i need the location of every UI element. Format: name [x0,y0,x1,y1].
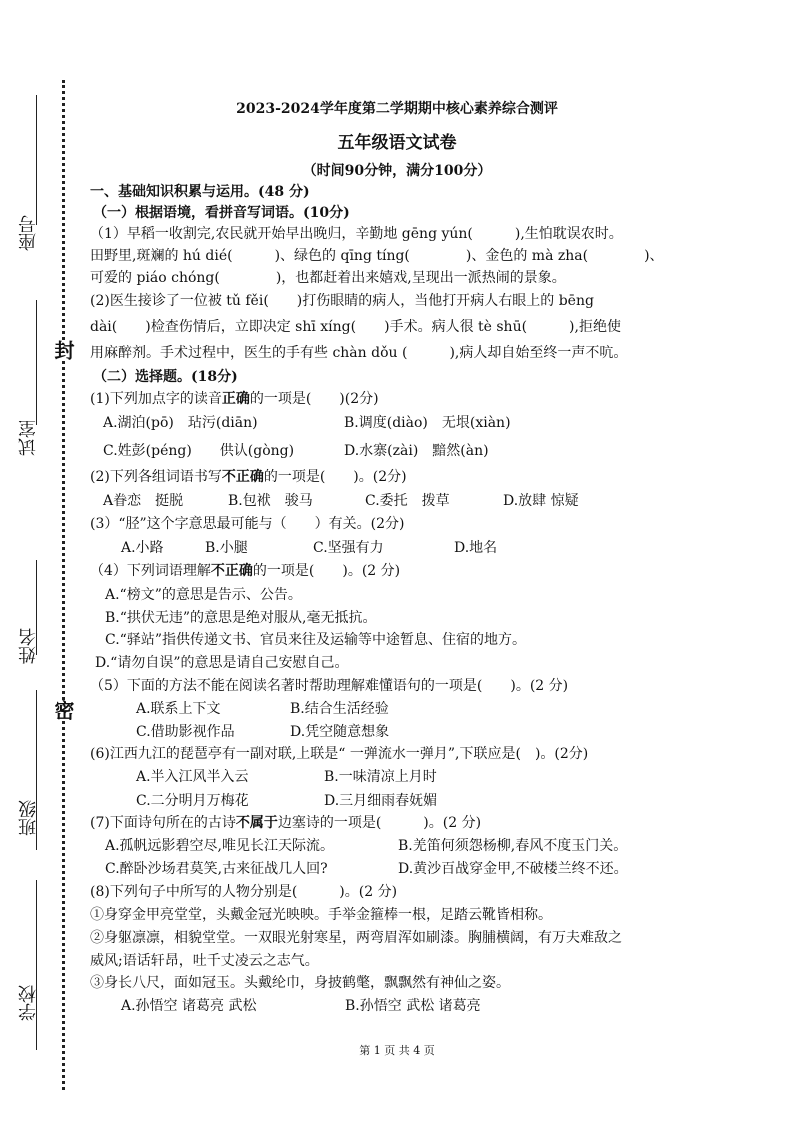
binding-char-feng: 封 [51,340,75,360]
question-4-option-b: B.“拱伏无违”的意思是绝对服从,毫无抵抗。 [105,610,377,626]
part1-title: （一）根据语境，看拼音写词语。(10分) [93,205,350,221]
question-7-option-c: C.醉卧沙场君莫笑,古来征战几人回? [105,861,328,877]
question-1-option-c: C.姓彭(péng) 供认(gòng) [103,443,295,459]
question-3-option-b: B.小腿 [205,540,248,556]
stem-text: 边塞诗的一项是( )。(2 分) [277,815,482,831]
question-8-option-a: A.孙悟空 诸葛亮 武松 [121,998,257,1014]
exam-subtitle: 五年级语文试卷 [337,133,457,153]
question-8-passage: ③身长八尺，面如冠玉。头戴纶巾，身披鹤氅，飘飘然有神仙之姿。 [90,975,510,991]
binding-dotted-line [62,80,65,1090]
question-4-option-d: D.“请勿自误”的意思是请自己安慰自己。 [95,655,349,671]
question-4-option-a: A.“榜文”的意思是告示、公告。 [105,587,302,603]
stem-text: （4）下列词语理解 [90,563,211,579]
question-2-option-a: A眷恋 挺脱 [103,493,184,509]
stem-text: 的一项是( )(2分) [249,391,379,407]
question-8-passage: 威风;语话轩昂，吐千丈凌云之志气。 [90,953,319,969]
exam-meta: （时间90分钟，满分100分） [302,163,492,179]
pinyin-line: 用麻醉剂。手术过程中，医生的手有些 chàn dǒu ( ),病人却自始至终一声不吭。 [90,345,628,361]
question-5-option-a: A.联系上下文 [136,701,221,717]
question-8-passage: ②身躯凛凛，相貌堂堂。一双眼光射寒星，两弯眉浑如刷漆。胸脯横阔，有万夫难敌之 [90,930,622,946]
question-6-option-a: A.半入江风半入云 [136,769,249,785]
pinyin-line: 田野里,斑斓的 hú dié( )、绿色的 qīng tíng( )、金色的 mà zha( )、 [90,248,664,264]
exam-title: 2023-2024学年度第二学期期中核心素养综合测评 [236,101,558,117]
question-7-stem [90,813,481,833]
question-3-stem: (3）“胫”这个字意思最可能与（ ）有关。(2分) [90,516,405,532]
question-3-option-c: C.坚强有力 [313,540,384,556]
stem-text: (7)下面诗句所在的古诗 [90,815,236,831]
seat-field-label: 座号 [18,215,39,251]
stem-emphasis: 不属于 [235,815,278,831]
question-6-option-b: B.一味清凉上月时 [324,769,437,785]
name-field-label: 姓名 [18,628,39,664]
question-8-passage: ①身穿金甲亮堂堂，头戴金冠光映映。手举金箍棒一根，足踏云靴皆相称。 [90,907,552,923]
question-2-option-d: D.放肆 惊疑 [503,493,579,509]
stem-text: (2)下列各组词语书写 [90,469,222,485]
section-title: 一、基础知识积累与运用。(48 分) [90,184,310,200]
pinyin-line: 可爱的 piáo chóng( )，也都赶着出来嬉戏,呈现出一派热闹的景象。 [90,270,566,286]
question-2-option-b: B.包袱 骏马 [228,493,313,509]
question-1-option-b: B.调度(diào) 无垠(xiàn) [344,415,511,431]
stem-text: 的一项是( )。(2分) [263,469,407,485]
question-4-stem [90,561,400,581]
pinyin-line: （1）早稻一收割完,农民就开始早出晚归，辛勤地 gēng yún( ),生怕耽误农时。 [90,226,623,242]
school-field-line [36,880,37,1050]
question-7-option-a: A.孤帆远影碧空尽,唯见长江天际流。 [105,838,335,854]
pinyin-line: dài( )检查伤情后，立即决定 shī xíng( )手术。病人很 tè shū( ),拒绝使 [90,319,621,335]
question-7-option-b: B.羌笛何须怨杨柳,春风不度玉门关。 [398,838,628,854]
question-8-option-b: B.孙悟空 武松 诸葛亮 [345,998,481,1014]
stem-text: (1)下列加点字的读音 [90,391,222,407]
school-field-label: 学校 [18,985,39,1021]
question-5-stem: （5）下面的方法不能在阅读名著时帮助理解难懂语句的一项是( )。(2 分) [90,678,569,694]
stem-emphasis: 正确 [221,391,250,407]
binding-char-mi: 密 [51,700,75,720]
question-5-option-c: C.借助影视作品 [136,724,235,740]
question-5-option-d: D.凭空随意想象 [290,724,390,740]
part2-title: （二）选择题。(18分) [93,369,238,385]
question-2-stem [90,467,407,487]
pinyin-line: (2)医生接诊了一位被 tǔ fěi( )打伤眼睛的病人，当他打开病人右眼上的 bēng [90,293,594,309]
question-5-option-b: B.结合生活经验 [290,701,389,717]
room-field-line [36,300,37,425]
question-6-option-d: D.三月细雨春妩媚 [324,793,438,809]
question-3-option-a: A.小路 [121,540,164,556]
question-6-stem: (6)江西九江的琵琶亭有一副对联,上联是“ 一弹流水一弹月”,下联应是( )。(2分) [90,746,589,762]
question-8-stem: (8)下列句子中所写的人物分别是( )。(2 分) [90,884,398,900]
page-number: 第 1 页 共 4 页 [359,1044,435,1057]
question-1-stem [90,389,379,409]
question-6-option-c: C.二分明月万梅花 [136,793,249,809]
room-field-label: 试室 [18,420,39,456]
question-1-option-d: D.水寨(zài) 黯然(àn) [344,443,489,459]
question-4-option-c: C.“驿站”指供传递文书、官员来往及运输等中途暂息、住宿的地方。 [105,632,526,648]
class-field-label: 班级 [18,800,39,836]
question-1-option-a: A.湖泊(pō) 玷污(diān) [103,415,258,431]
question-2-option-c: C.委托 拨草 [365,493,450,509]
stem-emphasis: 不正确 [210,563,253,579]
stem-emphasis: 不正确 [221,469,264,485]
question-7-option-d: D.黄沙百战穿金甲,不破楼兰终不还。 [398,861,628,877]
question-3-option-d: D.地名 [454,540,498,556]
stem-text: 的一项是( )。(2 分) [252,563,401,579]
